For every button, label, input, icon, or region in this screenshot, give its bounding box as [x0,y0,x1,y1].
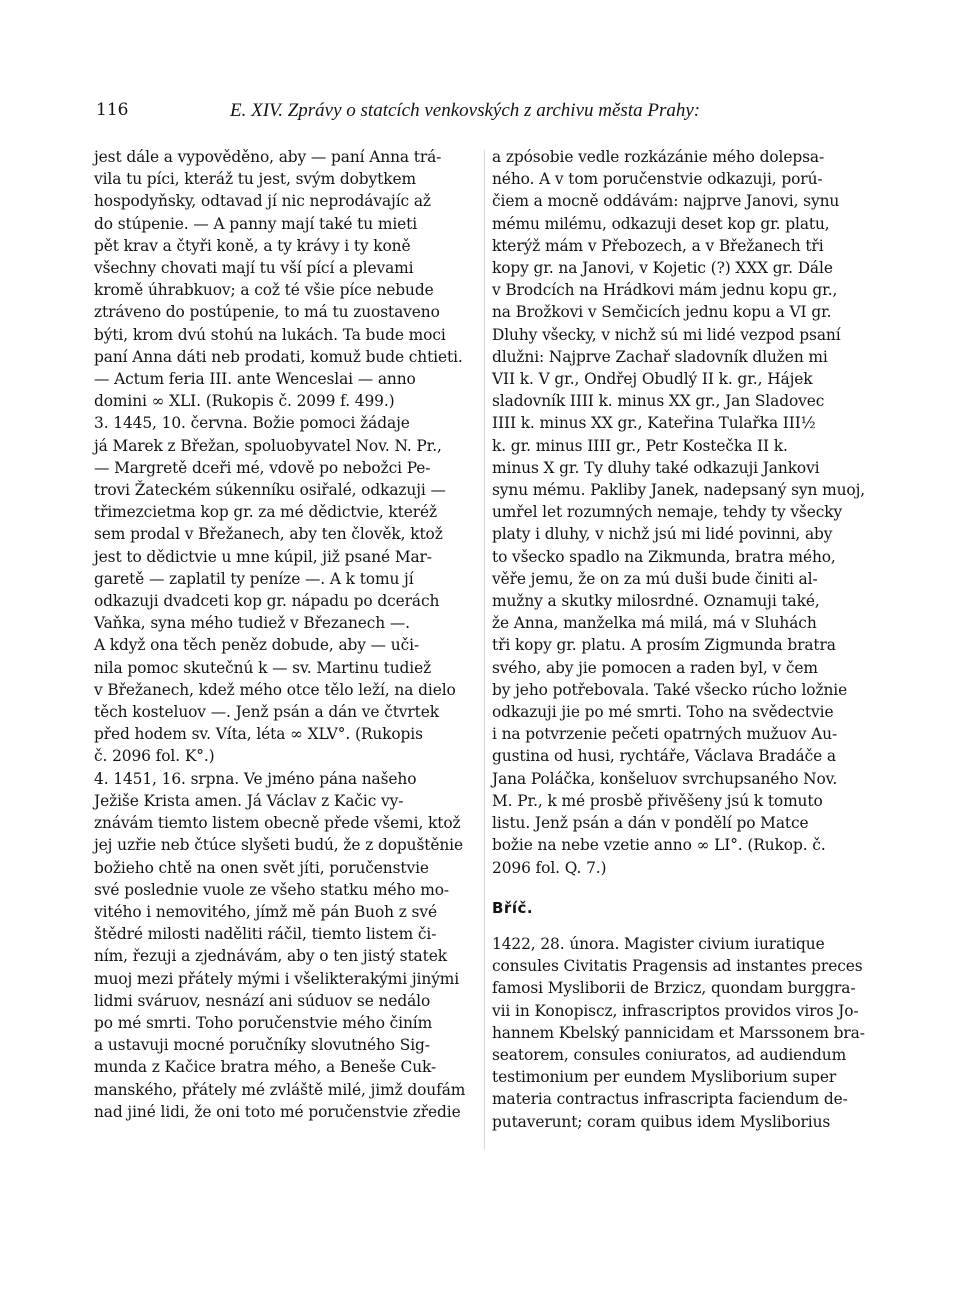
text-line: k. gr. minus IIII gr., Petr Kostečka II k. [492,436,788,455]
text-line: nad jiné lidi, že oni toto mé poručenstvie zředie [94,1102,461,1121]
text-line: ného. A v tom poručenstvie odkazuji, porú- [492,170,823,189]
text-line: na Brožkovi v Semčicích jednu kopu a VI gr. [492,303,832,322]
text-line: domini ∞ XLI. (Rukopis č. 2099 f. 499.) [94,392,395,411]
text-line: že Anna, manželka má milá, má v Sluhách [492,614,817,633]
text-line: já Marek z Břežan, spoluobyvatel Nov. N. Pr., [94,436,442,455]
text-line: Jana Poláčka, konšeluov svrchupsaného Nov. [492,769,838,788]
right-column [492,146,878,1133]
text-line: mému milému, odkazuji deset kop gr. platu, [492,214,830,233]
text-line: vila tu píci, kteráž tu jest, svým dobytkem [94,170,416,189]
text-line: tři kopy gr. platu. A prosím Zigmunda bratra [492,636,836,655]
text-line: dlužni: Najprve Zachař sladovník dlužen mi [492,347,828,366]
text-line: paní Anna dáti neb prodati, komuž bude chtieti. [94,347,463,366]
text-line: po mé smrti. Toho poručenstvie mého činím [94,1013,433,1032]
text-line: trovi Žateckém súkenníku osiřalé, odkazuji — [94,481,446,500]
text-line: a zpósobie vedle rozkázánie mého dolepsa- [492,148,825,166]
text-line: — Margretě dceři mé, vdově po nebožci Pe- [94,458,431,477]
text-line: by jeho potřebovala. Také všecko rúcho ložnie [492,680,848,699]
text-line: božieho chtě na onen svět jíti, poručenstvie [94,858,429,877]
text-line: znávám tiemto listem obecně přede všemi, ktož [94,814,461,833]
text-line: M. Pr., k mé prosbě přivěšeny jsú k tomuto [492,791,823,810]
text-line: štědré milosti naděliti ráčil, tiemto listem či- [94,925,437,944]
text-line: svého, aby jie pomocen a raden byl, v čem [492,658,818,677]
text-line: sem prodal v Břežanech, aby ten člověk, ktož [94,525,443,544]
text-line: Ježiše Krista amen. Já Václav z Kačic vy- [94,791,404,810]
text-line: manského, přátely mé zvláště milé, jimž doufám [94,1080,466,1099]
page-header [96,100,776,124]
text-line: 4. 1451, 16. srpna. Ve jméno pána našeho [94,769,417,788]
text-line: mužny a skutky milosrdné. Oznamuji také, [492,592,820,611]
text-line: consules Civitatis Pragensis ad instantes preces [492,957,863,976]
text-line: famosi Mysliborii de Brzicz, quondam burggra- [492,979,856,998]
text-line: odkazuji jie po mé smrti. Toho na svědectvie [492,703,834,722]
column-divider [484,150,485,1150]
text-line: kopy gr. na Janovi, v Kojetic (?) XXX gr. Dále [492,259,833,278]
text-line: synu mému. Pakliby Janek, nadepsaný syn muoj, [492,481,866,500]
text-line: VII k. V gr., Ondřej Obudlý II k. gr., Hájek [492,370,813,389]
text-line: věře jemu, že on za mú duši bude činiti al- [492,569,818,588]
text-line: lidmi sváruov, nesnází ani súduov se nedálo [94,991,431,1010]
text-line: i na potvrzenie pečeti opatrných mužuov Au- [492,725,838,744]
text-line: 2096 fol. Q. 7.) [492,858,607,877]
text-line: jest dále a vypověděno, aby — paní Anna trá- [94,148,442,166]
text-line: odkazuji dvadceti kop gr. nápadu po dcerách [94,592,440,611]
text-line: IIII k. minus XX gr., Kateřina Tulařka III½ [492,414,816,433]
text-line: minus X gr. Ty dluhy také odkazuji Jankovi [492,458,820,477]
right-column-text-after-heading [492,933,878,1133]
text-line: kterýž mám v Přebozech, a v Břežanech tři [492,236,824,255]
text-line: 3. 1445, 10. června. Božie pomoci žádaje [94,414,410,433]
text-line: munda z Kačice bratra mého, a Beneše Cuk- [94,1058,437,1077]
right-column-text [492,146,878,879]
section-heading: Bříč. [492,898,534,917]
text-line: všechny chovati mají tu vší pící a plevami [94,259,414,278]
text-line: č. 2096 fol. K°.) [94,747,215,766]
text-line: A když ona těch peněz dobude, aby — uči- [94,636,420,655]
text-line: garetě — zaplatil ty peníze —. A k tomu jí [94,569,414,588]
text-line: před hodem sv. Víta, léta ∞ XLV°. (Rukopis [94,725,423,744]
text-line: muoj mezi přátely mými i všelikterakými jinými [94,969,460,988]
text-line: seatorem, consules coniuratos, ad audiendum [492,1045,847,1064]
text-line: hospodyňsky, odtavad jí nic neprodávajíc až [94,192,431,211]
text-line: gustina od husi, rychtáře, Václava Bradáče a [492,747,837,766]
left-column [94,146,480,1123]
text-line: býti, krom dvú stohú na lukách. Ta bude moci [94,325,446,344]
text-line: a ustavuji mocné poručníky slovutného Sig- [94,1036,430,1055]
text-line: čiem a mocně oddávám: najprve Janovi, synu [492,192,840,211]
text-line: to všecko spadlo na Zikmunda, bratra mého, [492,547,836,566]
text-line: v Brodcích na Hrádkovi mám jednu kopu gr., [492,281,838,300]
text-line: hannem Kbelský pannicidam et Marssonem bra- [492,1023,865,1042]
text-line: vii in Konopiscz, infrascriptos providos viros Jo- [492,1001,859,1020]
text-line: v Břežanech, kdež mého otce tělo leží, na dielo [94,680,456,699]
text-line: do stúpenie. — A panny mají také tu mieti [94,214,418,233]
text-line: Vaňka, syna mého tudiež v Březanech —. [94,614,410,633]
text-line: platy i dluhy, v nichž jsú mi lidé povinni, aby [492,525,833,544]
text-line: pět krav a čtyři koně, a ty krávy i ty koně [94,236,411,255]
text-line: své poslednie vuole ze všeho statku mého mo- [94,880,450,899]
text-line: božie na nebe vzetie anno ∞ LI°. (Rukop. č. [492,836,826,855]
text-line: třimezcietma kop gr. za mé dědictvie, kteréž [94,503,438,522]
text-line: ním, řezuji a zjednávám, aby o ten jistý statek [94,947,447,966]
text-line: umřel let rozumných nemaje, tehdy ty všecky [492,503,843,522]
text-line: 1422, 28. února. Magister civium iuratique [492,934,825,953]
page-number: 116 [96,100,129,120]
text-line: jest to dědictvie u mne kúpil, již psané Mar- [94,547,432,566]
text-line: putaverunt; coram quibus idem Mysliborius [492,1112,831,1131]
running-title: E. XIV. Zprávy o statcích venkovských z archivu města Prahy: [230,100,701,121]
text-line: nila pomoc skutečnú k — sv. Martinu tudiež [94,658,432,677]
text-line: testimonium per eundem Mysliborium super [492,1068,837,1087]
text-line: listu. Jenž psán a dán v pondělí po Matce [492,814,809,833]
text-line: těch kosteluov —. Jenž psán a dán ve čtvrtek [94,703,439,722]
text-line: materia contractus infrascripta faciendum de- [492,1090,848,1109]
text-line: Dluhy všecky, v nichž sú mi lidé vezpod psaní [492,325,841,344]
text-line: — Actum feria III. ante Wenceslai — anno [94,370,416,389]
text-line: ztráveno do postúpenie, to má tu zuostaveno [94,303,440,322]
text-line: vitého i nemovitého, jímž mě pán Buoh z své [94,902,437,921]
text-line: kromě úhrabkuov; a což té všie píce nebude [94,281,434,300]
text-line: sladovník IIII k. minus XX gr., Jan Sladovec [492,392,825,411]
text-line: jej uzřie neb čtúce slyšeti budú, že z dopuštěnie [94,836,464,855]
